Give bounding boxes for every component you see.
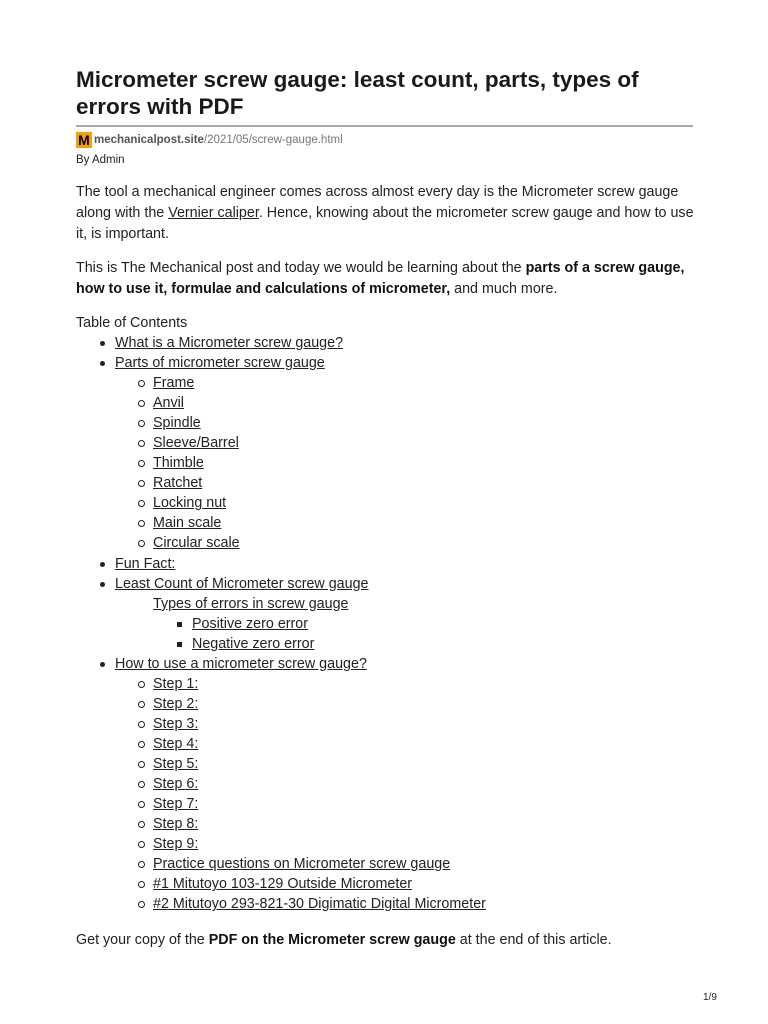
toc-link[interactable]: Thimble — [153, 455, 204, 472]
bullet-circle-icon — [138, 681, 145, 688]
overview-text-1: This is The Mechanical post and today we would be learning about the — [76, 260, 526, 276]
bullet-circle-icon — [138, 721, 145, 728]
toc-link[interactable]: Step 6: — [153, 776, 199, 793]
toc-link[interactable]: Positive zero error — [192, 615, 309, 632]
bullet-circle-icon — [138, 841, 145, 848]
source-domain[interactable]: mechanicalpost.site — [94, 134, 204, 146]
toc-link[interactable]: Spindle — [153, 415, 201, 432]
bullet-disc-icon — [100, 662, 105, 667]
site-logo-icon: M — [76, 132, 92, 148]
toc-item — [0, 413, 768, 433]
bullet-circle-icon — [138, 781, 145, 788]
toc-item — [0, 674, 768, 694]
toc-item — [0, 473, 768, 493]
closing-bold-text: PDF on the Micrometer screw gauge — [208, 932, 456, 948]
bullet-disc-icon — [100, 341, 105, 346]
toc-item — [0, 714, 768, 734]
toc-item — [0, 734, 768, 754]
page-number: 1/9 — [703, 992, 717, 1003]
toc-link[interactable]: Circular scale — [153, 535, 240, 552]
toc-link[interactable]: Locking nut — [153, 495, 227, 512]
toc-item — [0, 393, 768, 413]
bullet-circle-icon — [138, 901, 145, 908]
toc-link[interactable]: #2 Mitutoyo 293-821-30 Digimatic Digital Micrometer — [153, 896, 486, 913]
bullet-circle-icon — [138, 881, 145, 888]
toc-item — [0, 854, 768, 874]
toc-link[interactable]: Step 2: — [153, 695, 199, 712]
bullet-circle-icon — [138, 400, 145, 407]
bullet-square-icon — [177, 642, 182, 647]
toc-item — [0, 453, 768, 473]
bullet-circle-icon — [138, 741, 145, 748]
title-divider — [76, 125, 693, 127]
toc-item — [0, 513, 768, 533]
bullet-circle-icon — [138, 500, 145, 507]
toc-link[interactable]: #1 Mitutoyo 103-129 Outside Micrometer — [153, 876, 413, 893]
toc-item — [0, 694, 768, 714]
toc-item — [0, 554, 768, 574]
toc-item — [0, 754, 768, 774]
bullet-circle-icon — [138, 460, 145, 467]
toc-link[interactable]: Practice questions on Micrometer screw gauge — [153, 856, 451, 873]
bullet-disc-icon — [100, 361, 105, 366]
toc-item — [0, 574, 768, 594]
toc-title: Table of Contents — [76, 315, 188, 331]
toc-item — [0, 834, 768, 854]
toc-item — [0, 493, 768, 513]
toc-item — [0, 433, 768, 453]
toc-link[interactable]: Negative zero error — [192, 635, 315, 652]
toc-link[interactable]: Step 4: — [153, 735, 199, 752]
closing-paragraph — [76, 930, 696, 951]
toc-link[interactable]: How to use a micrometer screw gauge? — [115, 655, 367, 672]
bullet-circle-icon — [138, 761, 145, 768]
toc-item — [0, 774, 768, 794]
toc-link[interactable]: What is a Micrometer screw gauge? — [115, 335, 344, 351]
toc-item — [0, 353, 768, 373]
bullet-circle-icon — [138, 821, 145, 828]
bullet-square-icon — [177, 622, 182, 627]
bullet-circle-icon — [138, 380, 145, 387]
toc-item — [0, 533, 768, 553]
toc-link[interactable]: Sleeve/Barrel — [153, 435, 239, 452]
toc-item — [0, 373, 768, 393]
page-title: Micrometer screw gauge: least count, parts, types of errors with PDF — [76, 67, 639, 119]
bullet-circle-icon — [138, 440, 145, 447]
vernier-caliper-link[interactable]: Vernier caliper — [168, 205, 259, 221]
toc-item — [0, 333, 768, 353]
toc-link[interactable]: Step 5: — [153, 755, 199, 772]
toc-item — [0, 814, 768, 834]
overview-paragraph — [76, 258, 696, 300]
toc-link[interactable]: Anvil — [153, 395, 184, 412]
toc-link[interactable]: Step 8: — [153, 816, 199, 833]
toc-link[interactable]: Step 1: — [153, 675, 199, 692]
bullet-disc-icon — [100, 582, 105, 587]
source-line — [76, 132, 343, 148]
intro-text-1: The tool a mechanical engineer comes across almost every day is the Micrometer screw gauge along with the — [76, 184, 679, 221]
closing-text-1: Get your copy of the — [76, 932, 209, 948]
toc-link[interactable]: Types of errors in screw gauge — [153, 595, 349, 612]
toc-item — [0, 794, 768, 814]
bullet-circle-icon — [138, 801, 145, 808]
toc-link[interactable]: Step 7: — [153, 796, 199, 813]
toc-item — [0, 654, 768, 674]
toc-link[interactable]: Parts of micrometer screw gauge — [115, 355, 325, 372]
toc-link[interactable]: Least Count of Micrometer screw gauge — [115, 575, 369, 592]
toc-item — [0, 894, 768, 914]
author-byline: By Admin — [76, 154, 125, 166]
bullet-circle-icon — [138, 701, 145, 708]
bullet-circle-icon — [138, 540, 145, 547]
toc-item — [0, 634, 768, 654]
bullet-disc-icon — [100, 562, 105, 567]
bullet-circle-icon — [138, 480, 145, 487]
bullet-circle-icon — [138, 520, 145, 527]
toc-item — [0, 874, 768, 894]
table-of-contents — [0, 333, 768, 914]
overview-bold-text: parts of a screw gauge, how to use it, formulae and calculations of micrometer, — [76, 260, 685, 297]
toc-link[interactable]: Step 9: — [153, 836, 199, 853]
toc-item — [0, 594, 768, 614]
bullet-circle-icon — [138, 420, 145, 427]
toc-link[interactable]: Step 3: — [153, 715, 199, 732]
intro-text-2: . Hence, knowing about the micrometer screw gauge and how to use it, is important. — [76, 205, 694, 242]
closing-text-2: at the end of this article. — [455, 932, 612, 948]
toc-item — [0, 614, 768, 634]
toc-link[interactable]: Main scale — [153, 515, 222, 532]
toc-link[interactable]: Frame — [153, 375, 195, 392]
source-path[interactable]: /2021/05/screw-gauge.html — [203, 134, 343, 146]
toc-link[interactable]: Fun Fact: — [115, 555, 176, 572]
bullet-circle-icon — [138, 861, 145, 868]
intro-paragraph — [76, 182, 696, 245]
toc-link[interactable]: Ratchet — [153, 475, 203, 492]
overview-text-2: and much more. — [450, 281, 558, 297]
